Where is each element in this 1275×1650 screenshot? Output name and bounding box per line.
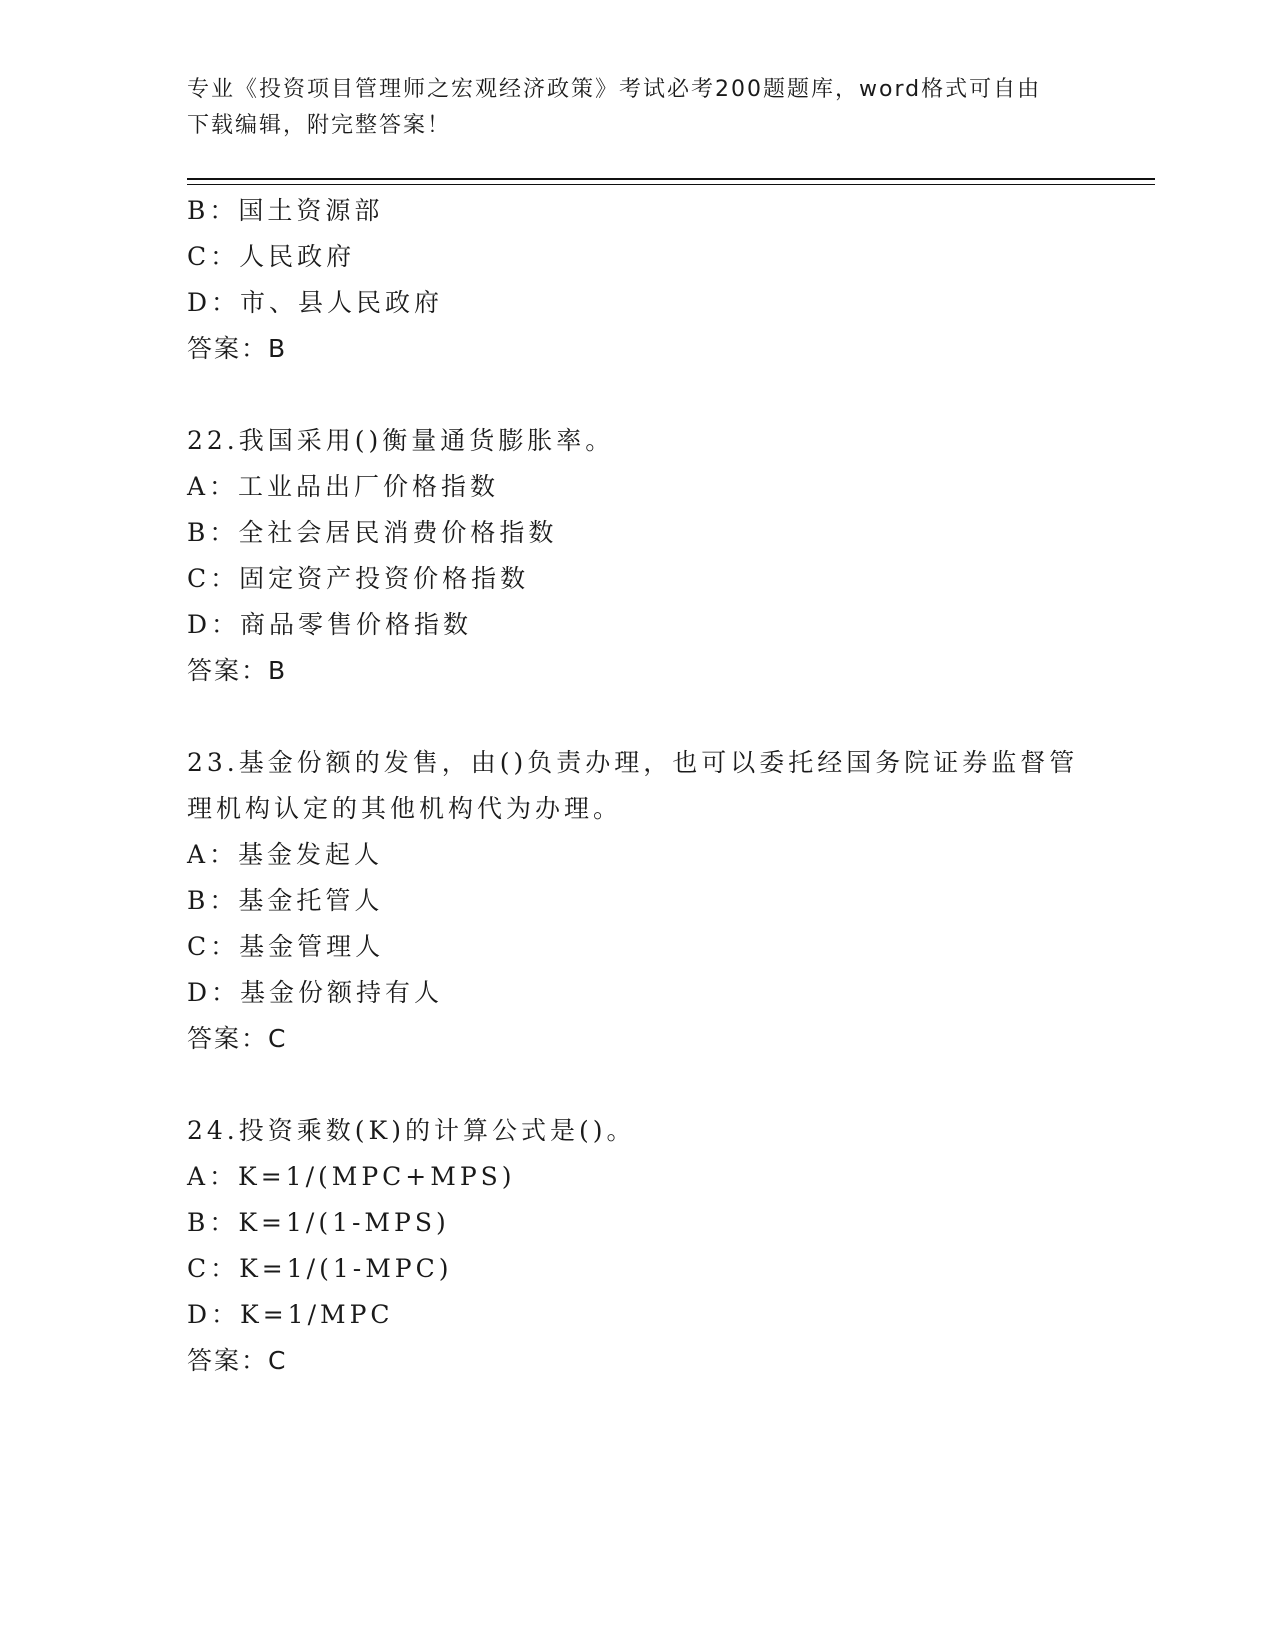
question-22-text: 22.我国采用()衡量通货膨胀率。: [187, 426, 615, 455]
question-23-text-line-2: 理机构认定的其他机构代为办理。: [187, 794, 623, 823]
question-23-option-c: C：基金管理人: [187, 932, 385, 961]
question-22-option-a: A：工业品出厂价格指数: [187, 472, 500, 501]
question-22-block: [187, 418, 1087, 694]
question-23-text-line-1: 23.基金份额的发售，由()负责办理，也可以委托经国务院证券监督管: [187, 748, 1079, 777]
question-22-option-d: D：商品零售价格指数: [187, 610, 473, 639]
document-header: [187, 72, 1087, 144]
header-title-line-2: 下载编辑，附完整答案！: [187, 113, 452, 138]
question-23-option-b: B：基金托管人: [187, 886, 384, 915]
header-title-line-1: 专业《投资项目管理师之宏观经济政策》考试必考200题题库，word格式可自由: [187, 77, 1042, 102]
question-24-option-a: A：K=1/(MPC+MPS): [187, 1162, 516, 1191]
question-23-option-a: A：基金发起人: [187, 840, 384, 869]
question-22-option-b: B：全社会居民消费价格指数: [187, 518, 558, 547]
question-24-text: 24.投资乘数(K)的计算公式是()。: [187, 1116, 636, 1145]
question-24-option-c: C：K=1/(1-MPC): [187, 1254, 453, 1283]
question-23-answer: 答案：C: [187, 1024, 288, 1053]
question-22-answer: 答案：B: [187, 656, 288, 685]
question-24-answer: 答案：C: [187, 1346, 288, 1375]
question-21-answer: 答案：B: [187, 334, 288, 363]
question-24-block: [187, 1108, 1087, 1384]
document-body: [187, 188, 1087, 1384]
question-24-option-d: D：K=1/MPC: [187, 1300, 394, 1329]
question-21-option-d: D：市、县人民政府: [187, 288, 444, 317]
question-23-block: [187, 740, 1087, 1062]
header-divider-thick: [187, 178, 1155, 180]
question-22-option-c: C：固定资产投资价格指数: [187, 564, 530, 593]
question-24-option-b: B：K=1/(1-MPS): [187, 1208, 450, 1237]
question-21-option-c: C：人民政府: [187, 242, 356, 271]
header-divider-thin: [187, 184, 1155, 185]
question-21-block: [187, 188, 1087, 372]
question-21-option-b: B：国土资源部: [187, 196, 384, 225]
question-23-option-d: D：基金份额持有人: [187, 978, 444, 1007]
